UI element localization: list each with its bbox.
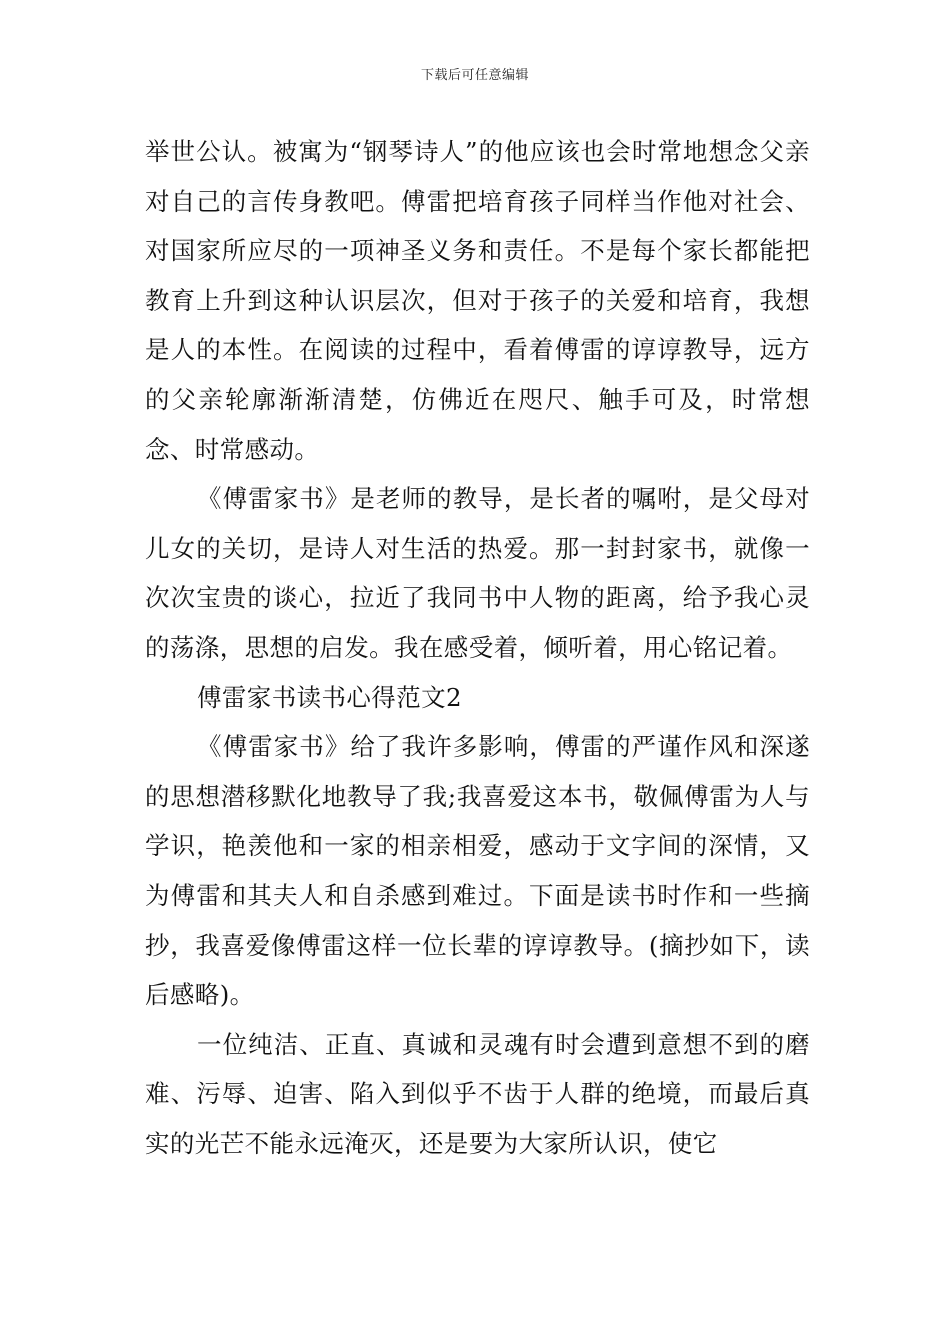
document-body [145, 127, 810, 1168]
paragraph-continuation: 举世公认。被寓为“钢琴诗人”的他应该也会时常地想念父亲对自己的言传身教吧。傅雷把培育孩子同样当作他对社会、对国家所应尽的一项神圣义务和责任。不是每个家长都能把教育上升到这种认识层次，但对于孩子的关爱和培育，我想是人的本性。在阅读的过程中，看着傅雷的谆谆教导，远方的父亲轮廓渐渐清楚，仿佛近在咫尺、触手可及，时常想念、时常感动。 [145, 137, 810, 464]
paragraph: 《傅雷家书》是老师的教导，是长者的嘱咐，是父母对儿女的关切，是诗人对生活的热爱。那一封封家书，就像一次次宝贵的谈心，拉近了我同书中人物的距离，给予我心灵的荡涤，思想的启发。我在感受着，倾听着，用心铭记着。 [145, 484, 810, 662]
section-heading: 傅雷家书读书心得范文2 [197, 682, 462, 712]
paragraph: 一位纯洁、正直、真诚和灵魂有时会遭到意想不到的磨难、污辱、迫害、陷入到似乎不齿于人群的绝境，而最后真实的光芒不能永远淹灭，还是要为大家所认识，使它 [145, 1029, 810, 1158]
paragraph: 《傅雷家书》给了我许多影响，傅雷的严谨作风和深遂的思想潜移默化地教导了我;我喜爱这本书，敬佩傅雷为人与学识，艳羡他和一家的相亲相爱，感动于文字间的深情，又为傅雷和其夫人和自杀感到难过。下面是读书时作和一些摘抄，我喜爱像傅雷这样一位长辈的谆谆教导。(摘抄如下，读后感略)。 [145, 732, 810, 1010]
page-header-note: 下载后可任意编辑 [420, 68, 529, 83]
